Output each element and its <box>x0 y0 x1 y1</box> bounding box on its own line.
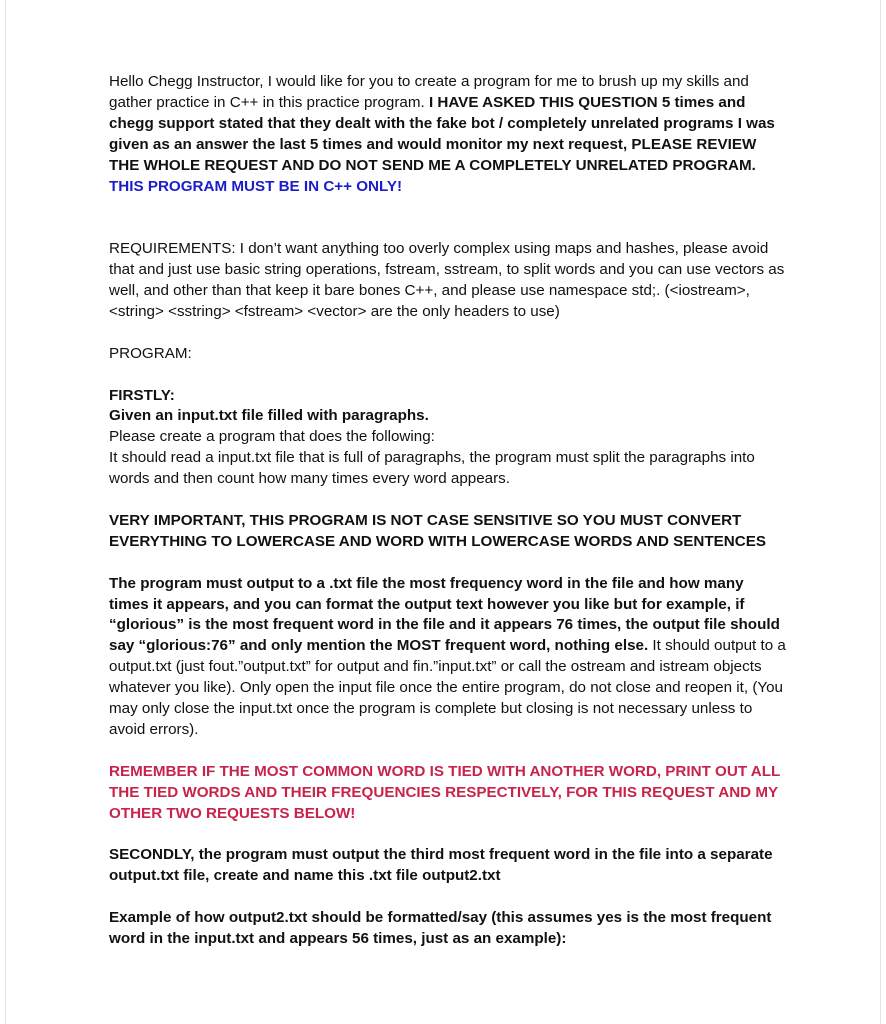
output-paragraph <box>109 574 787 741</box>
secondly-paragraph: SECONDLY, the program must output the third most frequent word in the file into a separate output.txt file, create and name this .txt file output2.txt <box>109 846 773 885</box>
intro-paragraph <box>109 72 787 197</box>
intro-cpp-only-note: THIS PROGRAM MUST BE IN C++ ONLY! <box>109 177 403 195</box>
firstly-please-line: Please create a program that does the following: <box>109 428 435 446</box>
firstly-given-line: Given an input.txt file filled with paragraphs. <box>109 407 429 425</box>
tie-note: REMEMBER IF THE MOST COMMON WORD IS TIED WITH ANOTHER WORD, PRINT OUT ALL THE TIED WORDS AND THEIR FREQUENCIES RESPECTIVELY, FOR THIS REQUEST AND MY OTHER TWO REQUESTS BELOW! <box>109 762 781 822</box>
requirements-paragraph: REQUIREMENTS: I don’t want anything too overly complex using maps and hashes, please avoid that and just use basic string operations, fstream, sstream, to split words and you can use vectors as well, and other than that keep it bare bones C++, and please use namespace std;. (<iostream>, <string> <sstring> <fstream> <vector> are the only headers to use) <box>109 240 785 320</box>
intro-plain-text: Hello Chegg Instructor, I would like for you to create a program for me to brush up my skills and gather practice in C++ in this practice program. <box>109 73 749 111</box>
output-bold-text: The program must output to a .txt file the most frequency word in the file and how many times it appears, and you can format the output text however you like but for example, if “glorious” is the most frequent word in the file and it appears 76 times, the output file should say “glorious:76” and only mention the MOST frequent word, nothing else. <box>109 574 780 655</box>
output-plain-text: It should output to a output.txt (just fout.”output.txt” for output and fin.”input.txt” or call the ostream and istream objects whatever you like). Only open the input file once the entire program, do not close and reopen it, (You may only close the input.txt once the program is complete but closing is not necessary unless to avoid errors). <box>109 637 786 739</box>
document-page <box>5 0 881 1024</box>
intro-bold-text: I HAVE ASKED THIS QUESTION 5 times and chegg support stated that they dealt with the fake bot / completely unrelated programs I was given as an answer the last 5 times and would monitor my next request, PLEASE REVIEW THE WHOLE REQUEST AND DO NOT SEND ME A COMPLETELY UNRELATED PROGRAM. <box>109 93 775 174</box>
case-sensitivity-note: VERY IMPORTANT, THIS PROGRAM IS NOT CASE SENSITIVE SO YOU MUST CONVERT EVERYTHING TO LOWERCASE AND WORD WITH LOWERCASE WORDS AND SENTENCES <box>109 511 767 550</box>
firstly-heading: FIRSTLY: <box>109 386 175 404</box>
program-heading: PROGRAM: <box>109 344 192 362</box>
firstly-read-paragraph: It should read a input.txt file that is full of paragraphs, the program must split the paragraphs into words and then count how many times every word appears. <box>109 449 755 488</box>
example-paragraph: Example of how output2.txt should be formatted/say (this assumes yes is the most frequent word in the input.txt and appears 56 times, just as an example): <box>109 909 772 948</box>
document-body <box>109 72 787 950</box>
